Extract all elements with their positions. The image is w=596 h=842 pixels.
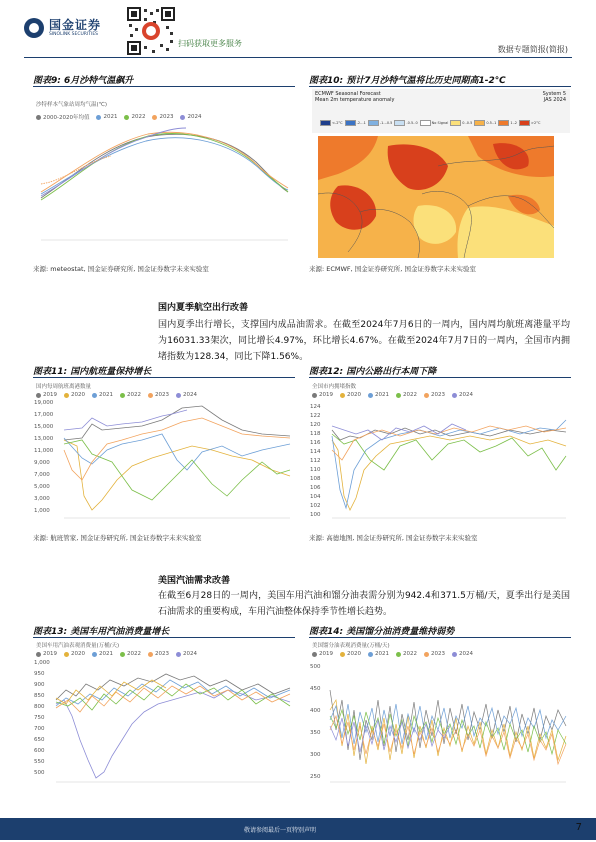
figure-11-rule bbox=[33, 377, 295, 378]
legend-swatch bbox=[120, 393, 125, 398]
legend-label: 1..2 bbox=[510, 121, 518, 125]
y-tick-label: 950 bbox=[34, 671, 45, 677]
figure-13-legend bbox=[36, 651, 204, 657]
logo-name-en: SINOLINK SECURITIES bbox=[49, 32, 99, 37]
legend-swatch bbox=[312, 393, 317, 398]
figure-9-source: 来源: meteostat, 国金证券研究所, 国金证券数字未来实验室 bbox=[33, 265, 209, 273]
series-line bbox=[64, 440, 290, 500]
y-tick-label: 17,000 bbox=[34, 412, 54, 418]
y-tick-label: 250 bbox=[310, 774, 321, 780]
legend-swatch bbox=[312, 652, 317, 657]
y-tick-label: 400 bbox=[310, 708, 321, 714]
legend-swatch bbox=[64, 652, 69, 657]
figure-11-y-axis bbox=[34, 400, 64, 518]
legend-swatch bbox=[396, 652, 401, 657]
y-tick-label: 550 bbox=[34, 759, 45, 765]
legend-label: 2000-2020年均值 bbox=[43, 115, 90, 121]
figure-14-chart bbox=[328, 660, 570, 790]
series-line bbox=[41, 134, 288, 200]
y-tick-label: 3,000 bbox=[34, 496, 50, 502]
legend-swatch bbox=[450, 120, 461, 126]
gasoline-section-body: 在截至6月28日的一周内，美国车用汽油和馏分油表需分别为942.4和371.5万桶/天，夏季出行是美国石油需求的重要构成，车用汽油整体保持季节性增长趋势。 bbox=[158, 591, 570, 617]
figure-12-source: 来源: 高德地图, 国金证券研究所, 国金证券数字未来实验室 bbox=[309, 534, 478, 542]
legend-label: 2022 bbox=[403, 392, 417, 398]
legend-label: 2019 bbox=[319, 392, 333, 398]
legend-label: 2023 bbox=[159, 114, 174, 120]
y-tick-label: 600 bbox=[34, 748, 45, 754]
y-tick-label: 900 bbox=[34, 682, 45, 688]
figure-10-source: 来源: ECMWF, 国金证券研究所, 国金证券数字未来实验室 bbox=[309, 265, 476, 273]
legend-swatch bbox=[124, 115, 129, 120]
y-tick-label: 11,000 bbox=[34, 448, 54, 454]
figure-14-y-axis bbox=[310, 664, 326, 784]
legend-swatch bbox=[340, 393, 345, 398]
legend-swatch bbox=[452, 393, 457, 398]
map-subtitle: Mean 2m temperature anomaly bbox=[315, 97, 395, 103]
y-tick-label: 700 bbox=[34, 726, 45, 732]
figure-12-rule bbox=[309, 377, 571, 378]
series-line bbox=[330, 690, 566, 760]
qr-caption: 扫码获取更多服务 bbox=[178, 39, 242, 48]
series-line bbox=[330, 710, 566, 754]
figure-10-title: 图表10: 预计7月沙特气温将比历史同期高1-2℃ bbox=[309, 76, 506, 86]
legend-label: 2021 bbox=[103, 114, 118, 120]
legend-label: 2021 bbox=[99, 392, 113, 398]
series-line bbox=[64, 406, 290, 440]
logo-name-cn: 国金证券 bbox=[49, 18, 102, 32]
legend-label: 2022 bbox=[127, 651, 141, 657]
series-line bbox=[41, 138, 288, 194]
y-tick-label: 102 bbox=[310, 503, 321, 509]
legend-label: 2022 bbox=[131, 114, 146, 120]
series-line bbox=[332, 424, 466, 440]
legend-label: -2..-1 bbox=[356, 121, 366, 125]
y-tick-label: 450 bbox=[310, 686, 321, 692]
figure-14-legend bbox=[312, 651, 480, 657]
y-tick-label: 650 bbox=[34, 737, 45, 743]
figure-11-chart bbox=[62, 400, 294, 528]
aviation-section-body: 国内夏季出行增长，支撑国内成品油需求。在截至2024年7月6日的一周内，国内周均航班离港量平均为16031.33架次，同比增长4.97%，环比增长4.67%。在截至2024年7月7日的一周内，全国市内拥堵指数为128.34，同比下降1.56%。 bbox=[158, 320, 570, 362]
y-tick-label: 800 bbox=[34, 704, 45, 710]
legend-swatch bbox=[120, 652, 125, 657]
legend-swatch bbox=[36, 652, 41, 657]
figure-12-chart-title: 全国市内拥堵指数 bbox=[312, 384, 357, 390]
figure-12-y-axis bbox=[310, 404, 328, 522]
y-tick-label: 124 bbox=[310, 404, 321, 410]
y-tick-label: 750 bbox=[34, 715, 45, 721]
qr-code-icon[interactable] bbox=[126, 6, 176, 56]
series-line bbox=[64, 434, 290, 470]
legend-swatch bbox=[394, 120, 405, 126]
legend-label: 2023 bbox=[431, 392, 445, 398]
legend-label: 2021 bbox=[99, 651, 113, 657]
figure-13-title: 图表13: 美国车用汽油消费量增长 bbox=[33, 627, 170, 637]
y-tick-label: 116 bbox=[310, 440, 321, 446]
logo-mark-icon bbox=[24, 18, 44, 38]
legend-swatch bbox=[424, 393, 429, 398]
y-tick-label: 5,000 bbox=[34, 484, 50, 490]
legend-swatch bbox=[452, 652, 457, 657]
figure-12-legend bbox=[312, 392, 480, 398]
legend-swatch bbox=[148, 652, 153, 657]
y-tick-label: 500 bbox=[34, 770, 45, 776]
legend-label: <-2°C bbox=[332, 121, 343, 125]
y-tick-label: 100 bbox=[310, 512, 321, 518]
map-title: ECMWF Seasonal Forecast bbox=[315, 91, 381, 97]
legend-swatch bbox=[152, 115, 157, 120]
legend-label: 2021 bbox=[375, 392, 389, 398]
legend-label: >2°C bbox=[531, 121, 541, 125]
y-tick-label: 19,000 bbox=[34, 400, 54, 406]
legend-label: 2023 bbox=[155, 651, 169, 657]
legend-swatch bbox=[340, 652, 345, 657]
figure-11-title: 图表11: 国内航班量保持增长 bbox=[33, 367, 152, 377]
y-tick-label: 350 bbox=[310, 730, 321, 736]
legend-swatch bbox=[180, 115, 185, 120]
legend-swatch bbox=[424, 652, 429, 657]
y-tick-label: 120 bbox=[310, 422, 321, 428]
y-tick-label: 500 bbox=[310, 664, 321, 670]
legend-swatch bbox=[368, 393, 373, 398]
series-line bbox=[332, 436, 566, 510]
legend-swatch bbox=[36, 393, 41, 398]
header-divider bbox=[24, 57, 572, 58]
legend-swatch bbox=[474, 120, 485, 126]
figure-12-title: 图表12: 国内公路出行本周下降 bbox=[309, 367, 437, 377]
y-tick-label: 114 bbox=[310, 449, 321, 455]
legend-label: No Signal bbox=[431, 121, 449, 125]
report-type-label: 数据专题简报(简报) bbox=[497, 45, 568, 54]
y-tick-label: 300 bbox=[310, 752, 321, 758]
legend-label: 2024 bbox=[183, 392, 197, 398]
figure-9-chart-title: 沙特样本气象站周均气温(℃) bbox=[36, 102, 107, 108]
legend-swatch bbox=[64, 393, 69, 398]
figure-13-y-axis bbox=[34, 660, 52, 780]
legend-swatch bbox=[176, 393, 181, 398]
legend-label: 2024 bbox=[459, 651, 473, 657]
aviation-section-heading: 国内夏季航空出行改善 bbox=[158, 303, 249, 313]
y-tick-label: 112 bbox=[310, 458, 321, 464]
company-logo bbox=[24, 14, 114, 42]
y-tick-label: 108 bbox=[310, 476, 321, 482]
figure-13-rule bbox=[33, 637, 295, 638]
map-system: System 5 bbox=[542, 91, 566, 97]
legend-swatch bbox=[368, 652, 373, 657]
y-tick-label: 850 bbox=[34, 693, 45, 699]
y-tick-label: 110 bbox=[310, 467, 321, 473]
figure-13-chart-title: 美国车用汽油表观消费量(万桶/天) bbox=[36, 643, 120, 649]
legend-label: -0.5..0 bbox=[406, 121, 418, 125]
figure-10-rule bbox=[309, 86, 571, 87]
figure-11-source: 来源: 航班管家, 国金证券研究所, 国金证券数字未来实验室 bbox=[33, 534, 202, 542]
legend-label: -1..-0.5 bbox=[379, 121, 393, 125]
figure-14-title: 图表14: 美国馏分油消费量维持弱势 bbox=[309, 627, 455, 637]
legend-label: 2020 bbox=[71, 392, 85, 398]
legend-label: 2024 bbox=[183, 651, 197, 657]
legend-label: 2021 bbox=[375, 651, 389, 657]
series-line bbox=[332, 420, 566, 508]
legend-swatch bbox=[396, 393, 401, 398]
y-tick-label: 106 bbox=[310, 485, 321, 491]
figure-10-map bbox=[318, 136, 554, 258]
legend-label: 2020 bbox=[347, 651, 361, 657]
figure-14-rule bbox=[309, 637, 571, 638]
legend-swatch bbox=[92, 652, 97, 657]
figure-9-chart bbox=[36, 122, 294, 252]
legend-label: 2023 bbox=[155, 392, 169, 398]
legend-swatch bbox=[368, 120, 379, 126]
page-number: 7 bbox=[575, 822, 582, 833]
legend-swatch bbox=[519, 120, 530, 126]
series-line bbox=[41, 134, 288, 198]
legend-label: 2019 bbox=[43, 392, 57, 398]
figure-14-chart-title: 美国馏分油表观消费量(万桶/天) bbox=[312, 643, 390, 649]
figure-10-map-header bbox=[312, 89, 570, 133]
legend-label: 2019 bbox=[43, 651, 57, 657]
y-tick-label: 15,000 bbox=[34, 424, 54, 430]
y-tick-label: 122 bbox=[310, 413, 321, 419]
figure-9-title: 图表9: 6月沙特气温飙升 bbox=[33, 76, 134, 86]
y-tick-label: 118 bbox=[310, 431, 321, 437]
legend-label: 2024 bbox=[459, 392, 473, 398]
y-tick-label: 9,000 bbox=[34, 460, 50, 466]
figure-13-chart bbox=[54, 660, 294, 790]
legend-label: 2024 bbox=[187, 114, 202, 120]
series-line bbox=[41, 156, 111, 184]
gasoline-section-heading: 美国汽油需求改善 bbox=[158, 576, 231, 586]
y-tick-label: 13,000 bbox=[34, 436, 54, 442]
legend-label: 2020 bbox=[347, 392, 361, 398]
legend-swatch bbox=[320, 120, 331, 126]
legend-swatch bbox=[92, 393, 97, 398]
legend-swatch bbox=[36, 115, 41, 120]
figure-9-rule bbox=[33, 86, 295, 87]
legend-label: 0..0.5 bbox=[462, 121, 473, 125]
figure-11-legend bbox=[36, 392, 204, 398]
map-period: JAS 2024 bbox=[543, 97, 566, 103]
y-tick-label: 1,000 bbox=[34, 508, 50, 514]
legend-label: 2023 bbox=[431, 651, 445, 657]
series-line bbox=[56, 686, 290, 712]
legend-swatch bbox=[176, 652, 181, 657]
map-legend bbox=[320, 120, 542, 126]
figure-12-chart bbox=[330, 400, 570, 528]
legend-swatch bbox=[345, 120, 356, 126]
figure-11-chart-title: 国内每周航班离港数量 bbox=[36, 384, 92, 390]
legend-swatch bbox=[148, 393, 153, 398]
figure-9-legend bbox=[36, 113, 208, 121]
footer-disclaimer: 敬请参阅最后一页特别声明 bbox=[243, 827, 316, 834]
y-tick-label: 7,000 bbox=[34, 472, 50, 478]
legend-label: 2022 bbox=[403, 651, 417, 657]
y-tick-label: 1,000 bbox=[34, 660, 50, 666]
legend-swatch bbox=[498, 120, 509, 126]
legend-swatch bbox=[96, 115, 101, 120]
y-tick-label: 104 bbox=[310, 494, 321, 500]
legend-swatch bbox=[420, 120, 431, 126]
legend-label: 0.5..1 bbox=[486, 121, 497, 125]
legend-label: 2022 bbox=[127, 392, 141, 398]
series-line bbox=[330, 700, 566, 764]
legend-label: 2020 bbox=[71, 651, 85, 657]
legend-label: 2019 bbox=[319, 651, 333, 657]
